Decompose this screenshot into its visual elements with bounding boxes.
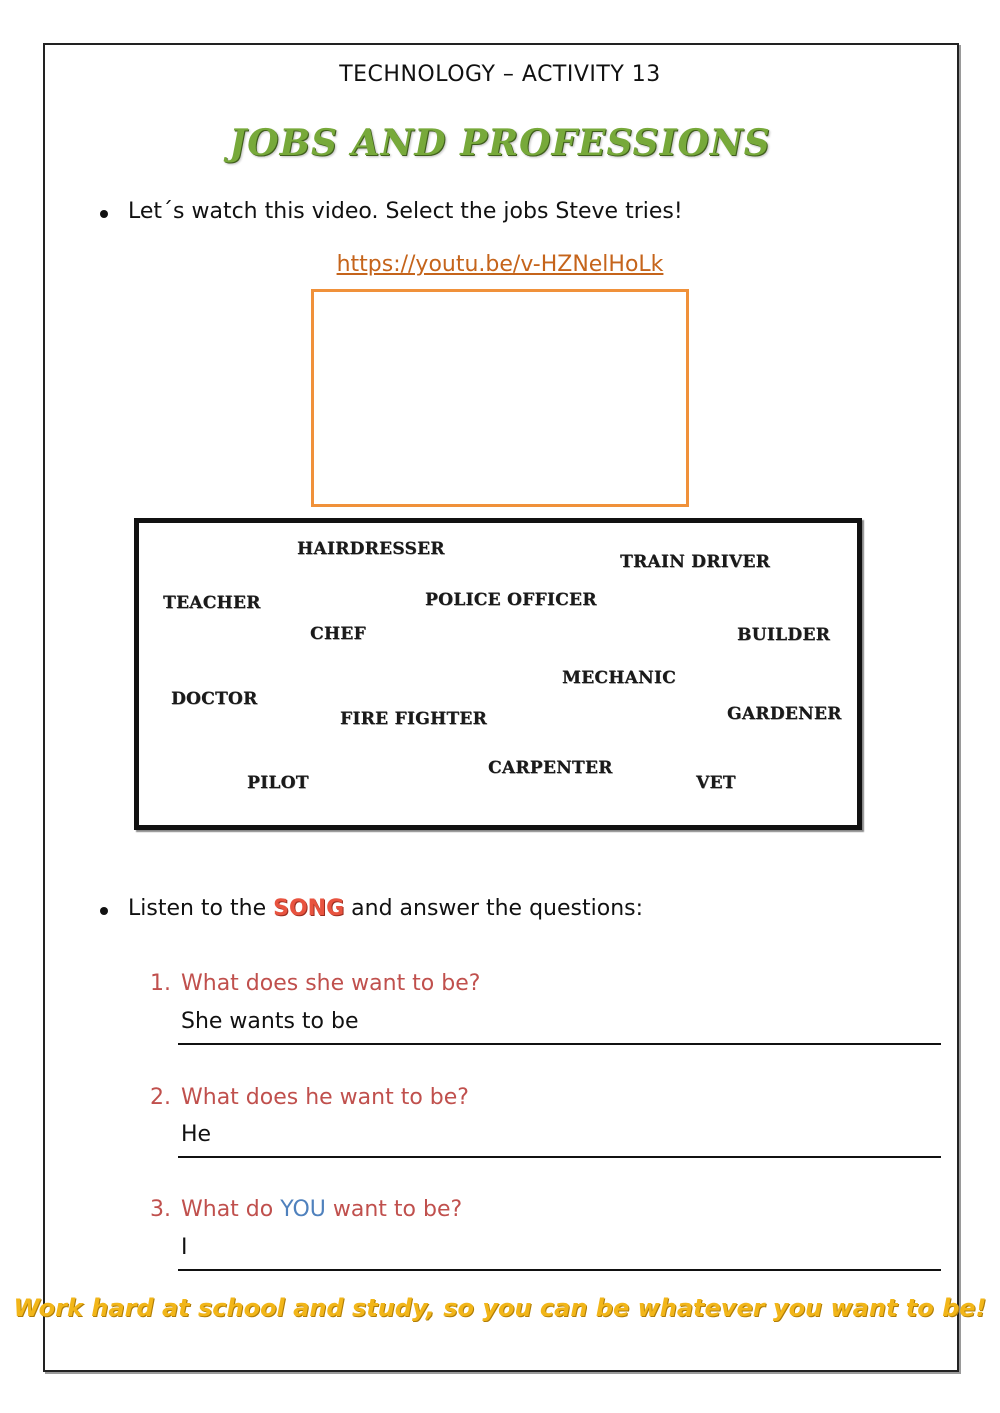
song-highlight: SONG (273, 896, 345, 921)
answer-prefix: I (181, 1235, 188, 1260)
job-option[interactable]: DOCTOR (171, 689, 258, 709)
job-option[interactable]: TRAIN DRIVER (620, 552, 771, 572)
video-link[interactable]: https://youtu.be/v-HZNelHoLk (336, 252, 664, 277)
answer-line (178, 1156, 941, 1158)
footer-message: Work hard at school and study, so you can be whatever you want to be! (13, 1294, 987, 1322)
answer-prefix: She wants to be (181, 1009, 359, 1034)
job-option[interactable]: VET (696, 773, 736, 793)
answer-field-3[interactable] (205, 1237, 939, 1269)
video-instruction: Let´s watch this video. Select the jobs Steve tries! (128, 199, 683, 224)
job-option[interactable]: MECHANIC (562, 668, 676, 688)
bullet-icon (100, 210, 108, 218)
question-number: 2. (150, 1085, 171, 1110)
song-instruction-end: and answer the questions: (351, 896, 644, 921)
question-text (181, 1197, 462, 1222)
answer-field-2[interactable] (220, 1124, 939, 1156)
song-instruction-start: Listen to the (128, 896, 267, 921)
job-option[interactable]: CARPENTER (488, 758, 613, 778)
job-option[interactable]: CHEF (310, 624, 366, 644)
job-option[interactable]: POLICE OFFICER (425, 590, 597, 610)
page-title: JOBS AND PROFESSIONS (229, 122, 771, 164)
job-option[interactable]: BUILDER (737, 625, 831, 645)
jobs-word-box (134, 518, 862, 830)
answer-line (178, 1043, 941, 1045)
job-option[interactable]: HAIRDRESSER (297, 539, 445, 559)
job-option[interactable]: TEACHER (163, 593, 261, 613)
question-text: What does she want to be? (181, 971, 481, 996)
song-instruction (128, 896, 643, 921)
subject-title: TECHNOLOGY – ACTIVITY 13 (339, 62, 661, 87)
question-text: What does he want to be? (181, 1085, 469, 1110)
question-text-start: What do (181, 1197, 274, 1222)
answer-line (178, 1269, 941, 1271)
question-number: 1. (150, 971, 171, 996)
question-number: 3. (150, 1197, 171, 1222)
answer-field-1[interactable] (365, 1011, 939, 1043)
bullet-icon (100, 907, 108, 915)
you-highlight: YOU (280, 1197, 326, 1222)
job-option[interactable]: FIRE FIGHTER (340, 709, 487, 729)
question-text-end: want to be? (332, 1197, 463, 1222)
video-embed-frame[interactable] (311, 289, 689, 507)
job-option[interactable]: PILOT (247, 773, 309, 793)
job-option[interactable]: GARDENER (727, 704, 842, 724)
answer-prefix: He (181, 1122, 212, 1147)
